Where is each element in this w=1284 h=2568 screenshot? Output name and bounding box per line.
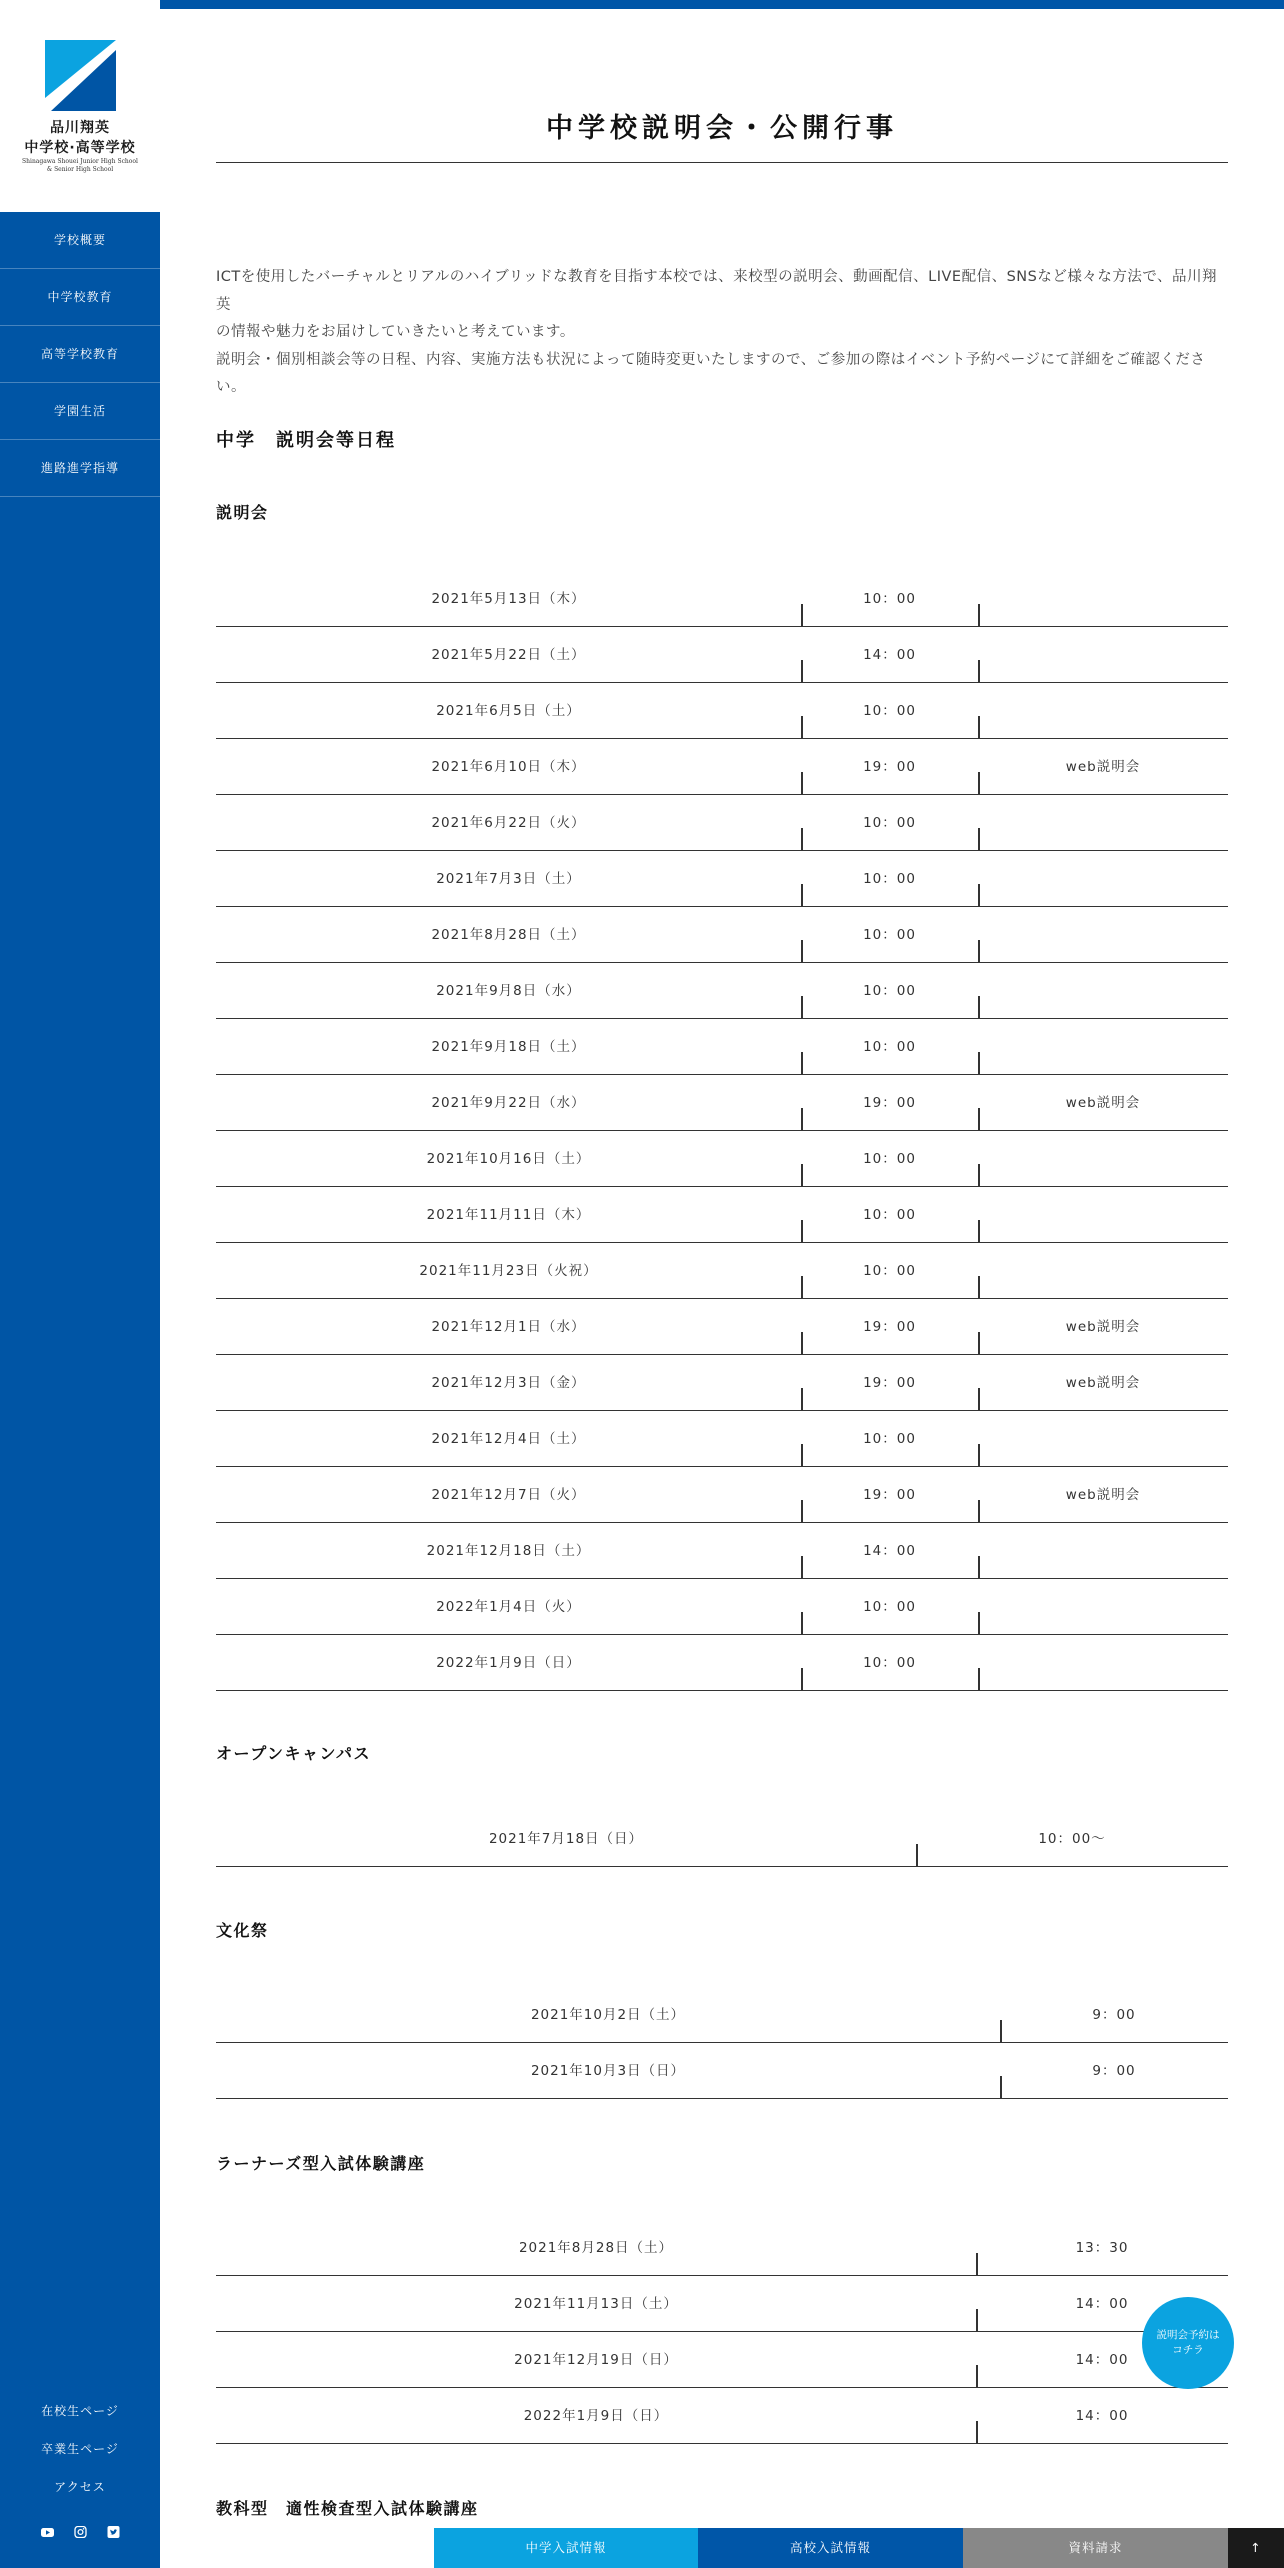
time-cell: 10：00	[863, 1431, 916, 1447]
table-row	[216, 2220, 1228, 2276]
note-cell	[978, 1523, 1228, 1579]
time-cell: 10：00	[863, 591, 916, 607]
table-row	[216, 2388, 1228, 2444]
table-row	[216, 1019, 1228, 1075]
date-cell: 2021年5月22日（土）	[431, 647, 586, 663]
time-cell: 14：00	[863, 647, 916, 663]
date-cell: 2021年9月8日（水）	[436, 983, 581, 999]
note-cell	[978, 683, 1228, 739]
sidebar-nav	[0, 212, 160, 497]
date-cell: 2021年8月28日（土）	[431, 927, 586, 943]
alumni-link[interactable]: 卒業生ページ	[41, 2442, 119, 2456]
table-row	[216, 1187, 1228, 1243]
time-cell: 13：30	[1075, 2240, 1129, 2256]
sidebar-links	[0, 2392, 160, 2506]
note-cell	[978, 907, 1228, 963]
current-students-link[interactable]: 在校生ページ	[41, 2404, 119, 2418]
date-cell: 2021年7月3日（土）	[436, 871, 581, 887]
table-row	[216, 795, 1228, 851]
date-cell: 2021年10月2日（土）	[530, 2007, 686, 2023]
date-cell: 2021年12月7日（火）	[431, 1487, 586, 1503]
bunkasai-table	[216, 1987, 1228, 2099]
table-row	[216, 1579, 1228, 1635]
top-accent-bar	[160, 0, 1284, 9]
time-cell: 14：00	[863, 1543, 916, 1559]
note-cell	[978, 795, 1228, 851]
date-cell: 2021年7月18日（日）	[488, 1831, 644, 1847]
table-row	[216, 1243, 1228, 1299]
table-row	[216, 683, 1228, 739]
instagram-icon[interactable]	[74, 2526, 87, 2538]
learners-table	[216, 2220, 1228, 2444]
date-cell: 2021年12月3日（金）	[431, 1375, 586, 1391]
jhs-admission-button[interactable]: 中学入試情報	[434, 2528, 698, 2568]
table-row	[216, 2043, 1228, 2099]
date-cell: 2021年6月5日（土）	[436, 703, 581, 719]
sidebar-item-school-life[interactable]: 学園生活	[0, 383, 160, 440]
note-cell	[978, 1187, 1228, 1243]
sidebar-item-school-overview[interactable]: 学校概要	[0, 212, 160, 269]
note-cell	[978, 1635, 1228, 1691]
table-row	[216, 1131, 1228, 1187]
date-cell: 2021年11月23日（火祝）	[419, 1263, 598, 1279]
sidebar-item-senior-education[interactable]: 高等学校教育	[0, 326, 160, 383]
table-row	[216, 963, 1228, 1019]
date-cell: 2022年1月9日（日）	[523, 2408, 669, 2424]
scroll-top-button[interactable]: ↑	[1228, 2528, 1284, 2568]
date-cell: 2021年6月10日（木）	[431, 759, 586, 775]
setsumeikai-table	[216, 571, 1228, 1691]
time-cell: 10：00	[863, 1599, 916, 1615]
table-row	[216, 1987, 1228, 2043]
note-cell	[978, 571, 1228, 627]
note-cell	[978, 627, 1228, 683]
time-cell: 9：00	[1092, 2063, 1136, 2079]
intro-text	[216, 264, 1228, 402]
note-cell: web説明会	[1065, 1319, 1141, 1335]
table-row	[216, 907, 1228, 963]
time-cell: 14：00	[1075, 2408, 1129, 2424]
time-cell: 10：00	[863, 1207, 916, 1223]
note-cell	[978, 963, 1228, 1019]
logo-subtitle: Shinagawa Shouei Junior High School & Senior High School	[22, 158, 138, 173]
date-cell: 2021年12月4日（土）	[431, 1431, 586, 1447]
title-divider	[216, 162, 1228, 163]
date-cell: 2021年9月22日（水）	[431, 1095, 586, 1111]
time-cell: 10：00	[863, 1655, 916, 1671]
intro-line: の情報や魅力をお届けしていきたいと考えています。	[216, 324, 575, 340]
table-row	[216, 627, 1228, 683]
time-cell: 19：00	[863, 759, 916, 775]
note-cell: web説明会	[1065, 1487, 1141, 1503]
intro-line: 説明会・個別相談会等の日程、内容、実施方法も状況によって随時変更いたしますので、ご参加の際はイベント予約ページにて詳細をご確認くださ	[216, 351, 1206, 368]
reservation-button[interactable]: 説明会予約は コチラ	[1142, 2297, 1234, 2389]
social-links	[0, 2526, 160, 2538]
school-logo-icon	[45, 40, 116, 111]
section-heading-schedule: 中学 説明会等日程	[216, 430, 396, 451]
note-cell: web説明会	[1065, 1375, 1141, 1391]
table-row	[216, 1299, 1228, 1355]
logo-name: 品川翔英 中学校·高等学校	[24, 120, 136, 156]
date-cell: 2022年1月9日（日）	[436, 1655, 581, 1671]
heading-learners: ラーナーズ型入試体験講座	[216, 2154, 426, 2173]
time-cell: 9：00	[1092, 2007, 1136, 2023]
table-row	[216, 739, 1228, 795]
time-cell: 10：00	[863, 871, 916, 887]
access-link[interactable]: アクセス	[54, 2480, 106, 2494]
time-cell: 10：00	[863, 927, 916, 943]
table-row	[216, 1411, 1228, 1467]
date-cell: 2021年11月11日（木）	[426, 1207, 591, 1223]
table-row	[216, 2332, 1228, 2388]
note-cell	[978, 1579, 1228, 1635]
date-cell: 2021年12月19日（日）	[514, 2352, 678, 2368]
time-cell: 10：00	[863, 1263, 916, 1279]
sidebar-item-junior-education[interactable]: 中学校教育	[0, 269, 160, 326]
table-row	[216, 1467, 1228, 1523]
note-cell	[978, 1131, 1228, 1187]
date-cell: 2021年10月16日（土）	[426, 1151, 591, 1167]
date-cell: 2021年5月13日（木）	[431, 591, 586, 607]
table-row	[216, 2276, 1228, 2332]
table-row	[216, 851, 1228, 907]
note-cell: web説明会	[1065, 759, 1141, 775]
time-cell: 10：00	[863, 1039, 916, 1055]
date-cell: 2021年6月22日（火）	[431, 815, 586, 831]
note-cell: web説明会	[1065, 1095, 1141, 1111]
time-cell: 19：00	[863, 1095, 916, 1111]
time-cell: 19：00	[863, 1375, 916, 1391]
time-cell: 19：00	[863, 1487, 916, 1503]
note-cell	[978, 1411, 1228, 1467]
table-row	[216, 571, 1228, 627]
table-row	[216, 1523, 1228, 1579]
open-campus-table	[216, 1811, 1228, 1867]
youtube-icon[interactable]	[41, 2526, 54, 2538]
table-row	[216, 1811, 1228, 1867]
note-cell	[978, 1243, 1228, 1299]
table-row	[216, 1635, 1228, 1691]
intro-line: ICTを使用したバーチャルとリアルのハイブリッドな教育を目指す本校では、来校型の説明会、動画配信、LIVE配信、SNSなど様々な方法で、品川翔英	[216, 269, 1218, 313]
heading-kyokagata: 教科型 適性検査型入試体験講座	[216, 2499, 479, 2518]
heading-setsumeikai: 説明会	[216, 503, 269, 522]
date-cell: 2021年12月1日（水）	[431, 1319, 586, 1335]
table-row	[216, 1075, 1228, 1131]
date-cell: 2021年9月18日（土）	[431, 1039, 586, 1055]
time-cell: 10：00	[863, 703, 916, 719]
time-cell: 10：00	[863, 815, 916, 831]
note-cell	[978, 1019, 1228, 1075]
time-cell: 10：00	[863, 983, 916, 999]
heading-open-campus: オープンキャンパス	[216, 1744, 371, 1763]
request-documents-button[interactable]: 資料請求	[963, 2528, 1228, 2568]
date-cell: 2021年11月13日（土）	[514, 2296, 678, 2312]
date-cell: 2021年8月28日（土）	[518, 2240, 674, 2256]
table-row	[216, 1355, 1228, 1411]
sidebar	[0, 0, 160, 2568]
time-cell: 10：00～	[1038, 1831, 1106, 1847]
sidebar-item-career-guidance[interactable]: 進路進学指導	[0, 440, 160, 497]
time-cell: 10：00	[863, 1151, 916, 1167]
note-cell	[978, 851, 1228, 907]
hs-admission-button[interactable]: 高校入試情報	[698, 2528, 963, 2568]
date-cell: 2021年12月18日（土）	[426, 1543, 591, 1559]
intro-line: い。	[216, 379, 246, 395]
page-title: 中学校説明会・公開行事	[546, 113, 898, 144]
time-cell: 14：00	[1075, 2296, 1129, 2312]
date-cell: 2022年1月4日（火）	[436, 1599, 581, 1615]
twitter-icon[interactable]	[107, 2526, 120, 2538]
time-cell: 14：00	[1075, 2352, 1129, 2368]
time-cell: 19：00	[863, 1319, 916, 1335]
heading-bunkasai: 文化祭	[216, 1921, 269, 1940]
date-cell: 2021年10月3日（日）	[530, 2063, 686, 2079]
logo[interactable]	[0, 0, 160, 212]
